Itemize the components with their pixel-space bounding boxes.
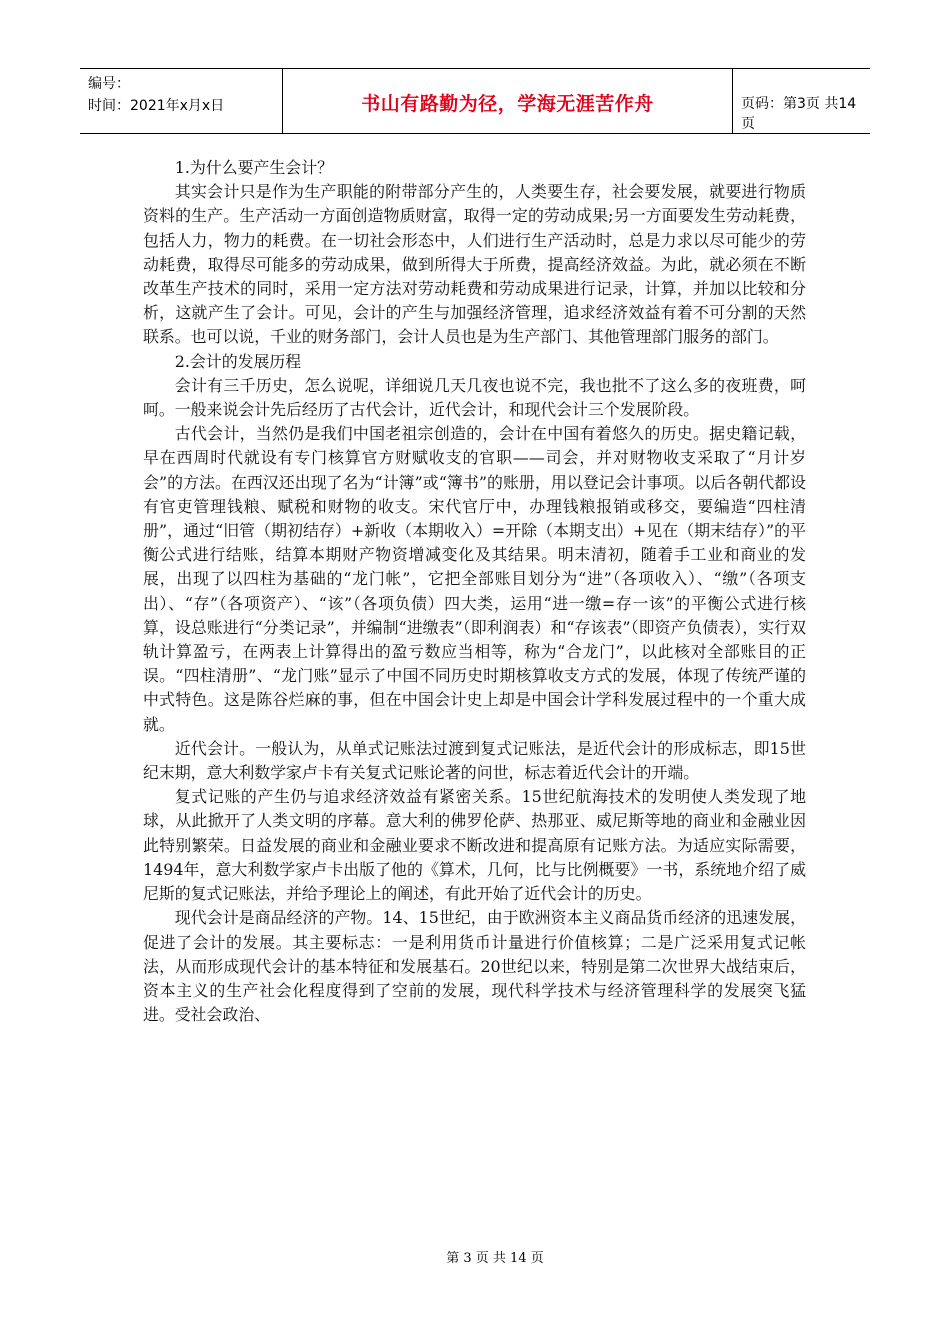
section-heading-why: 1.为什么要产生会计？ (174, 158, 333, 177)
paragraph: 其实会计只是作为生产职能的附带部分产生的，人类要生存，社会要发展，就要进行物质资料的生产。生产活动一方面创造物质财富，取得一定的劳动成果;另一方面要发生劳动耗费，包括人力，物力的耗费。在一切社会形态中，人们进行生产活动时，总是力求以尽可能少的劳动耗费，取得尽可能多的劳动成果，做到所得大于所费，提高经济效益。为此，就必须在不断改革生产技术的同时，采用一定方法对劳动耗费和劳动成果进行记录，计算，并加以比较和分析，这就产生了会计。可见，会计的产生与加强经济管理，追求经济效益有着不可分割的天然联系。也可以说，千业的财务部门，会计人员也是为生产部门、其他管理部门服务的部门。 (143, 182, 806, 347)
header-page-number: 页码：第3页 共14页 (741, 96, 857, 132)
paragraph: 近代会计。一般认为，从单式记账法过渡到复式记账法，是近代会计的形成标志，即15世纪末期，意大利数学家卢卡有关复式记账论著的问世，标志着近代会计的开端。 (143, 738, 806, 783)
section-heading-history: 2.会计的发展历程 (174, 351, 302, 371)
header-page-cell (733, 69, 870, 133)
document-code-label: 编号： (88, 76, 130, 92)
document-time-label: 时间：2021年x月x日 (88, 98, 225, 114)
document-body (143, 156, 806, 1027)
header-motto-cell (283, 69, 733, 133)
paragraph: 复式记账的产生仍与追求经济效益有紧密关系。15世纪航海技术的发明使人类发现了地球，从此掀开了人类文明的序幕。意大利的佛罗伦萨、热那亚、威尼斯等地的商业和金融业因此特别繁荣。日益发展的商业和金融业要求不断改进和提高原有记账方法。为适应实际需要，1494年，意大利数学家卢卡出版了他的《算术，几何，比与比例概要》一书，系统地介绍了威尼斯的复式记账法，并给予理论上的阐述，有此开始了近代会计的历史。 (143, 787, 806, 904)
paragraph: 会计有三千历史，怎么说呢，详细说几天几夜也说不完，我也批不了这么多的夜班费，呵呵。一般来说会计先后经历了古代会计，近代会计，和现代会计三个发展阶段。 (143, 375, 806, 420)
header-meta-cell (80, 69, 283, 133)
paragraph: 古代会计，当然仍是我们中国老祖宗创造的，会计在中国有着悠久的历史。据史籍记载，早在西周时代就设有专门核算官方财赋收支的官职——司会，并对财物收支采取了“月计岁会”的方法。在西汉还出现了名为“计簿”或“簿书”的账册，用以登记会计事项。以后各朝代都设有官吏管理钱粮、赋税和财物的收支。宋代官厅中，办理钱粮报销或移交，要编造“四柱清册”，通过“旧管（期初结存）+新收（本期收入）=开除（本期支出）+见在（期末结存）”的平衡公式进行结账，结算本期财产物资增减变化及其结果。明末清初，随着手工业和商业的发展，出现了以四柱为基础的“龙门帐”，它把全部账目划分为“进”（各项收入）、“缴”（各项支出）、“存”（各项资产）、“该”（各项负债）四大类，运用“进一缴=存一该”的平衡公式进行核算，设总账进行“分类记录”，并编制“进缴表”（即利润表）和“存该表”（即资产负债表），实行双轨计算盈亏，在两表上计算得出的盈亏数应当相等，称为“合龙门”，以此核对全部账目的正误。“四柱清册”、“龙门账”显示了中国不同历史时期核算收支方式的发展，体现了传统严谨的中式特色。这是陈谷烂麻的事，但在中国会计史上却是中国会计学科发展过程中的一个重大成就。 (143, 424, 806, 734)
page-header (80, 68, 870, 134)
header-motto: 书山有路勤为径，学海无涯苦作舟 (361, 93, 654, 115)
paragraph: 现代会计是商品经济的产物。14、15世纪，由于欧洲资本主义商品货币经济的迅速发展，促进了会计的发展。其主要标志：一是利用货币计量进行价值核算；二是广泛采用复式记帐法，从而形成现代会计的基本特征和发展基石。20世纪以来，特别是第二次世界大战结束后，资本主义的生产社会化程度得到了空前的发展，现代科学技术与经济管理科学的发展突飞猛进。受社会政治、 (143, 908, 806, 1025)
page-footer: 第 3 页 共 14 页 (446, 1251, 544, 1266)
